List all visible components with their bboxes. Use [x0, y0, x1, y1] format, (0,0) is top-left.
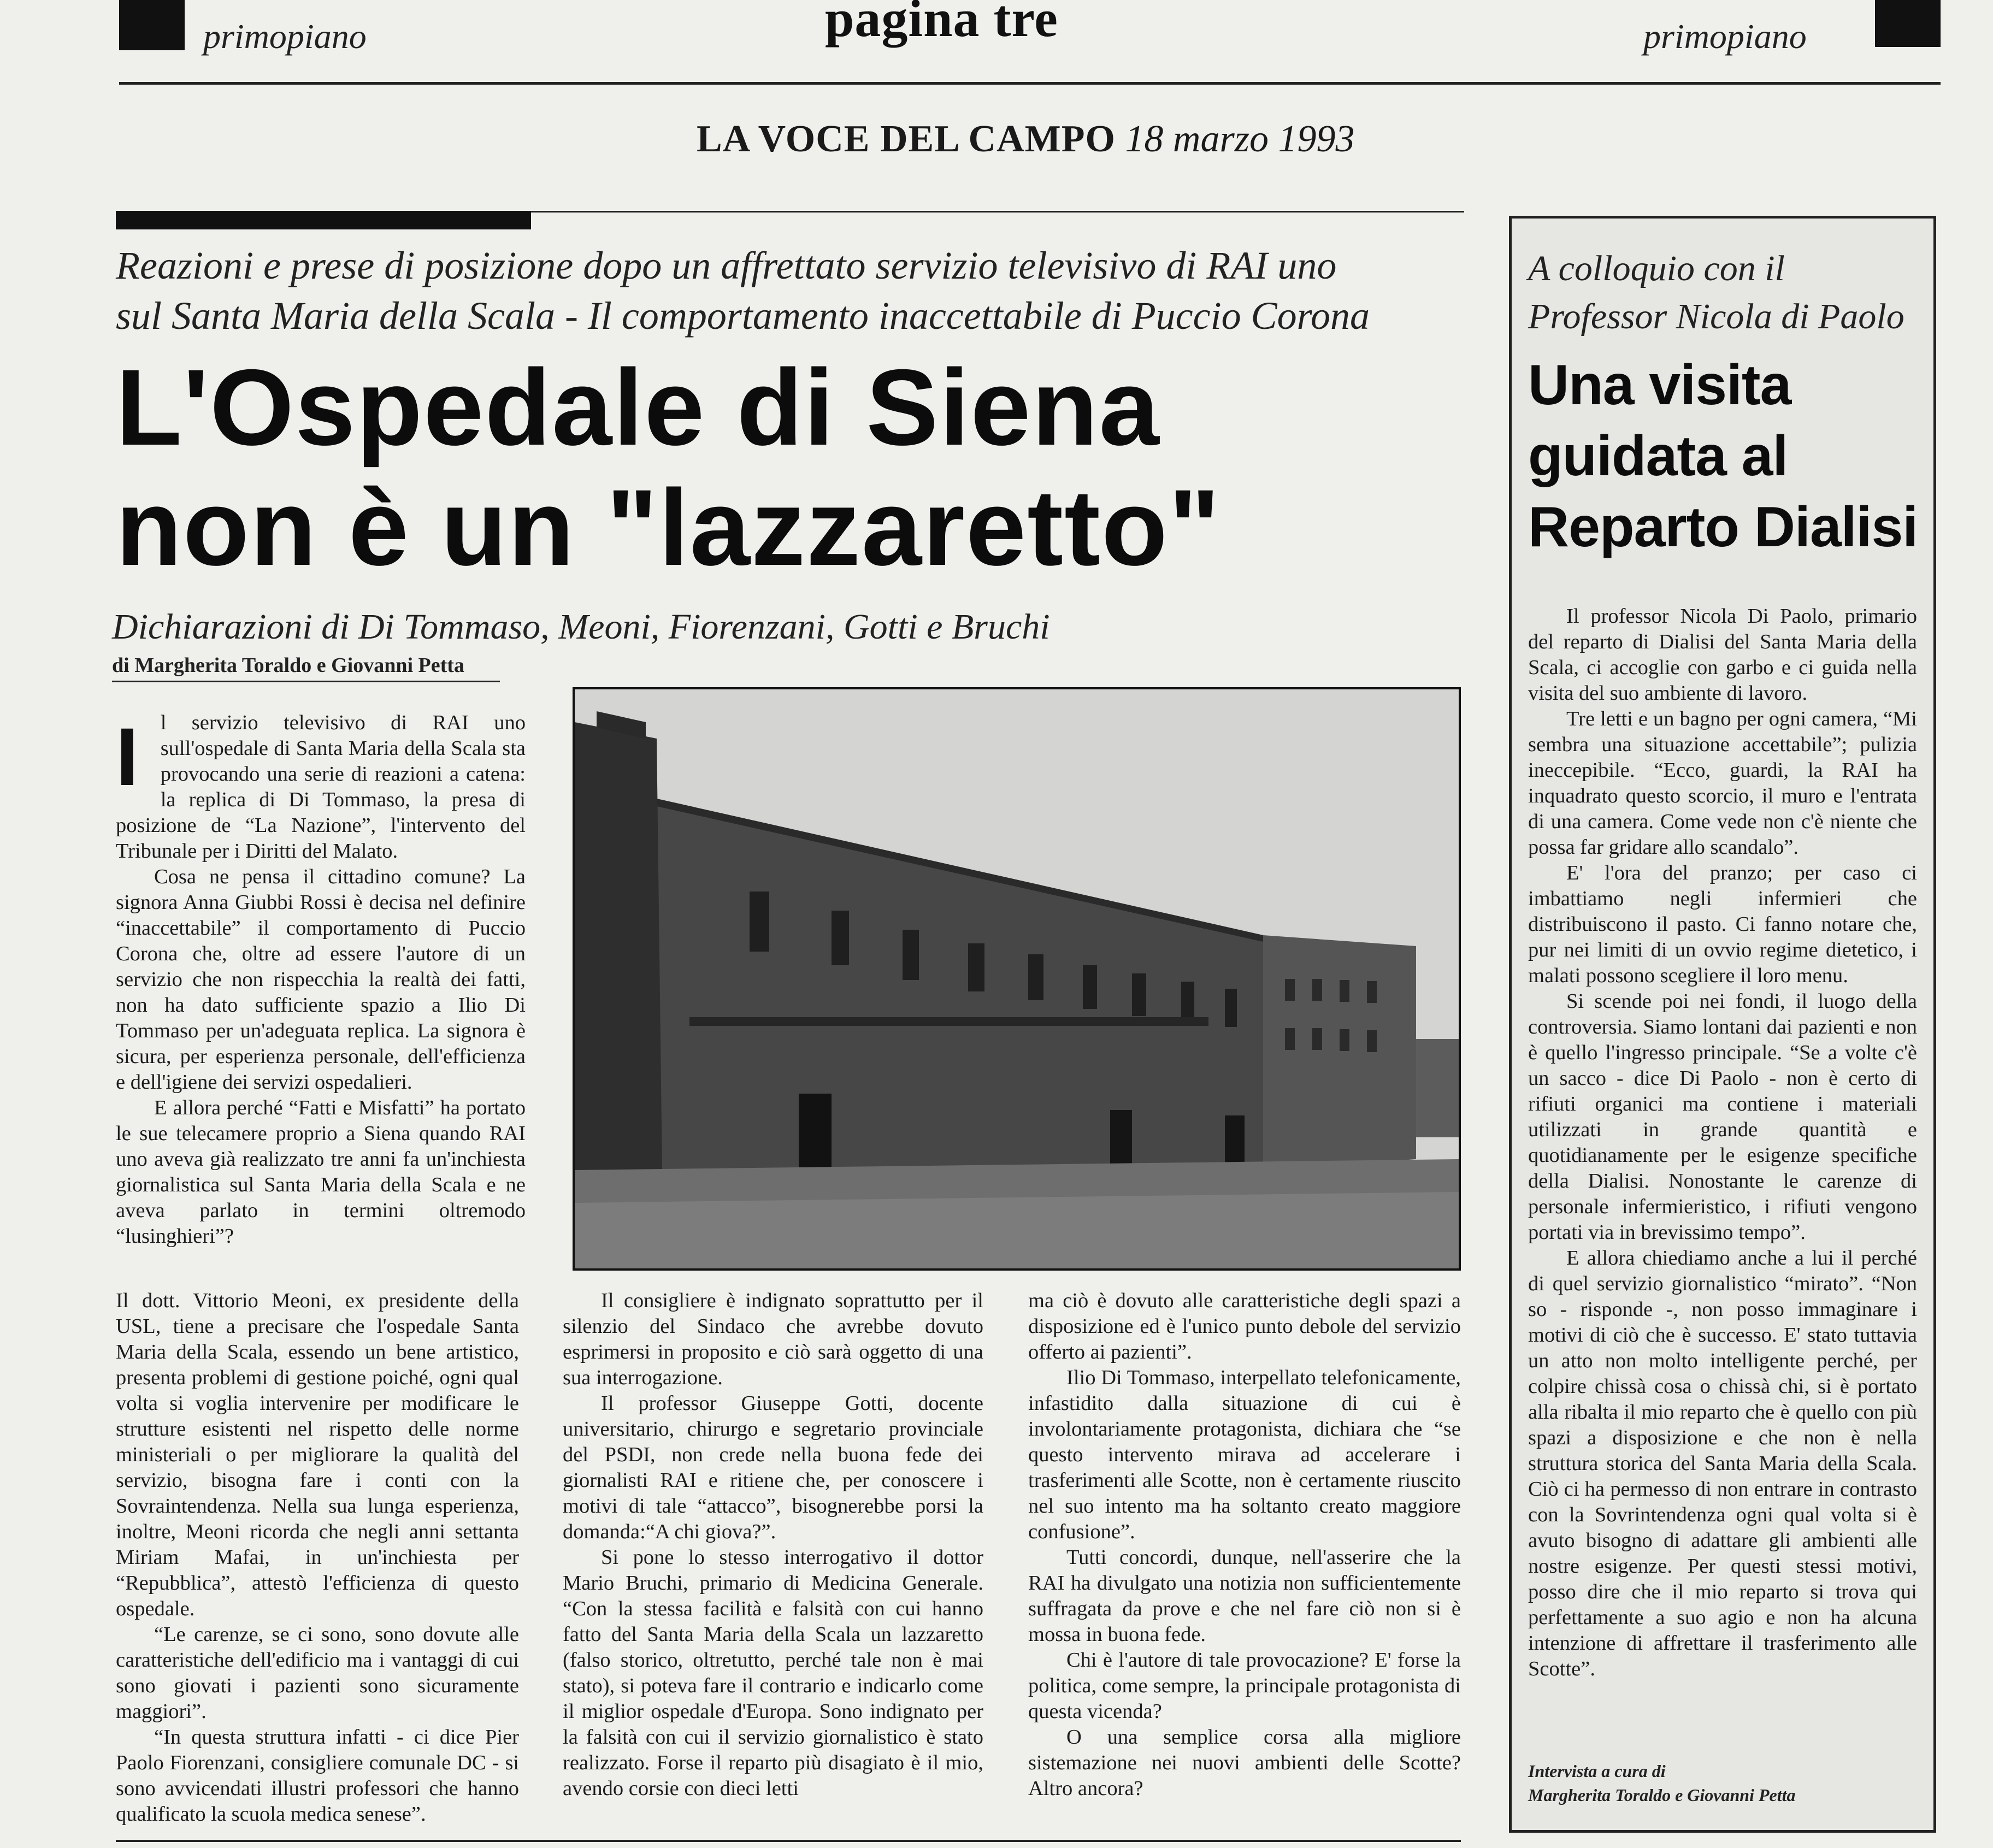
article-headline	[116, 347, 1221, 588]
footer-rule	[116, 1840, 1461, 1842]
headline-line: L'Ospedale di Siena	[116, 347, 1160, 468]
article-deck	[116, 240, 1482, 341]
santa-maria-della-scala-image	[575, 689, 1459, 1268]
masthead-rule	[119, 82, 1941, 85]
headline-line: non è un "lazzaretto"	[116, 467, 1221, 588]
article-paragraph: Ilio Di Tommaso, interpellato telefonicamente, infastidito dalla situazione di cui è involontariamente protagonista, dichiara che “se questo intervento mirava ad accelerare i trasferimenti alle Scotte, non è certamente riuscito nel suo intento ma ha soltanto creato maggiore confusione”.	[1028, 1366, 1461, 1543]
drop-cap: I	[116, 711, 139, 802]
article-paragraph: l servizio televisivo di RAI uno sull'ospedale di Santa Maria della Scala sta provocando una serie di reazioni a catena: la replica di Di Tommaso, la presa di posizione de “La Nazione”, l'intervento del Tribunale per i Diritti del Malato.	[116, 711, 526, 863]
article-deck-line: sul Santa Maria della Scala - Il comportamento inaccettabile di Puccio Corona	[116, 294, 1370, 338]
article-deck-line: Reazioni e prese di posizione dopo un affrettato servizio televisivo di RAI uno	[116, 244, 1337, 287]
article-paragraph: Il professor Giuseppe Gotti, docente universitario, chirurgo e segretario provinciale del PSDI, non crede nella buona fede dei giornalisti RAI e ritiene che, per conoscere i motivi di tale “attacco”, bisognerebbe porsi la domanda:“A chi giova?”.	[563, 1392, 983, 1543]
sidebar-paragraph: E allora chiediamo anche a lui il perché di quel servizio giornalistico “mirato”. “Non so - risponde -, non posso immaginare i motivi di ciò che è successo. E' stato tuttavia un atto non molto intelligente perché, per colpire chissà cosa o chissà chi, si è portato alla ribalta il mio reparto che è quello con più spazi a disposizione e che non è nella struttura storica del Santa Maria della Scala. Ciò ci ha permesso di non entrare in contrasto con la Sovrintendenza ogni qual volta si è avuto bisogno di adattare gli ambienti alle nostre esigenze. Per questi stessi motivi, posso dire che il mio reparto si trova qui perfettamente a suo agio e non ha alcuna intenzione di affrettare il trasferimento alle Scotte”.	[1528, 1247, 1917, 1680]
sidebar-paragraph: Tre letti e un bagno per ogni camera, “Mi sembra una situazione accettabile”; pulizia ineccepibile. “Ecco, guardi, la RAI ha inquadrato questo scorcio, il muro e l'entrata di una camera. Come vede non c'è niente che possa far gridare allo scandalo”.	[1528, 707, 1917, 859]
sidebar-headline	[1528, 350, 1918, 563]
sidebar-credit	[1528, 1759, 1796, 1807]
sidebar-deck-line: A colloquio con il	[1528, 249, 1785, 288]
hospital-photo	[573, 687, 1461, 1271]
sidebar-deck	[1528, 245, 1904, 341]
article-column-3	[1028, 1288, 1461, 1802]
article-paragraph: Tutti concordi, dunque, nell'asserire che la RAI ha divulgato una notizia non sufficientemente suffragata da prove e che nel fare ciò non si è mossa in buona fede.	[1028, 1546, 1461, 1646]
article-paragraph: ma ciò è dovuto alle caratteristiche degli spazi a disposizione ed è l'unico punto debole del servizio offerto ai pazienti”.	[1028, 1289, 1461, 1363]
sidebar-interview-box	[1509, 216, 1936, 1833]
article-column-2	[563, 1288, 983, 1802]
article-column-1-top	[116, 710, 526, 1249]
sidebar-headline-line: guidata al	[1528, 424, 1788, 488]
headline-rule	[531, 211, 1464, 212]
headline-bar	[116, 211, 531, 229]
article-column-1-bottom	[116, 1288, 519, 1827]
article-paragraph: “Le carenze, se ci sono, sono dovute alle caratteristiche dell'edificio ma i vantaggi di cui sono giovati i pazienti sono sicuramente maggiori”.	[116, 1623, 519, 1723]
sidebar-credit-line: Intervista a cura di	[1528, 1761, 1666, 1781]
article-subdeck: Dichiarazioni di Di Tommaso, Meoni, Fiorenzani, Gotti e Bruchi	[112, 607, 1050, 647]
sidebar-credit-line: Margherita Toraldo e Giovanni Petta	[1528, 1785, 1796, 1805]
issue-date: 18 marzo 1993	[1125, 118, 1355, 160]
article-byline: di Margherita Toraldo e Giovanni Petta	[112, 654, 464, 677]
sidebar-paragraph: Si scende poi nei fondi, il luogo della controversia. Siamo lontani dai pazienti e non è quello l'ingresso principale. “Se a volte c'è un sacco - dice Di Paolo - non è certo di rifiuti organici ma contiene i materiali utilizzati in grande quantità e quotidianamente per le esigenze specifiche della Dialisi. Nonostante le carenze di personale infermieristico, i rifiuti vengono portati via in brevissimo tempo”.	[1528, 990, 1917, 1244]
article-paragraph: Si pone lo stesso interrogativo il dottor Mario Bruchi, primario di Medicina Generale. “Con la stessa facilità e falsità con cui hanno fatto del Santa Maria della Scala un lazzaretto (falso storico, oltretutto, perché tale non è mai stato), si poteva fare il contrario e indicarlo come il miglior ospedale d'Europa. Sono indignato per la falsità con cui il servizio giornalistico è stato realizzato. Forse il reparto più disagiato è il mio, avendo corsie con dieci letti	[563, 1546, 983, 1800]
article-paragraph: Chi è l'autore di tale provocazione? E' forse la politica, come sempre, la principale protagonista di questa vicenda?	[1028, 1649, 1461, 1723]
paper-name: LA VOCE DEL CAMPO	[697, 118, 1116, 160]
dateline	[697, 117, 1354, 161]
article-paragraph: O una semplice corsa alla migliore sistemazione nei nuovi ambienti delle Scotte? Altro ancora?	[1028, 1726, 1461, 1800]
sidebar-headline-line: Una visita	[1528, 353, 1791, 417]
sidebar-headline-line: Reparto Dialisi	[1528, 495, 1918, 559]
article-paragraph: Il dott. Vittorio Meoni, ex presidente della USL, tiene a precisare che l'ospedale Santa Maria della Scala, essendo un bene artistico, presenta problemi di gestione poiché, ogni qual volta si voglia intervenire per modificare le strutture esistenti nel rispetto delle norme ministeriali o per migliorare la qualità del servizio, bisogna fare i conti con la Sovraintendenza. Nella sua lunga esperienza, inoltre, Meoni ricorda che negli anni settanta Miriam Mafai, in un'inchiesta per “Repubblica”, attestò l'efficienza di questo ospedale.	[116, 1289, 519, 1620]
sidebar-deck-line: Professor Nicola di Paolo	[1528, 297, 1904, 336]
article-paragraph: Il consigliere è indignato soprattutto per il silenzio del Sindaco che avrebbe dovuto esprimersi in proposito e ciò sarà oggetto di una sua interrogazione.	[563, 1289, 983, 1389]
sidebar-paragraph: Il professor Nicola Di Paolo, primario del reparto di Dialisi del Santa Maria della Scala, ci accoglie con garbo e ci guida nella visita del suo ambiente di lavoro.	[1528, 605, 1917, 705]
page-title: pagina tre	[825, 0, 1058, 48]
article-paragraph: E allora perché “Fatti e Misfatti” ha portato le sue telecamere proprio a Siena quando RAI uno aveva già realizzato tre anni fa un'inchiesta giornalistica sul Santa Maria della Scala e ne aveva parlato in termini oltremodo “lusinghieri”?	[116, 1096, 526, 1248]
article-paragraph: Cosa ne pensa il cittadino comune? La signora Anna Giubbi Rossi è decisa nel definire “inaccettabile” il comportamento di Puccio Corona che, oltre ad essere l'autore di un servizio che non rispecchia la realtà dei fatti, non ha dato sufficiente spazio a Ilio Di Tommaso per un'adeguata replica. La signora è sicura, per esperienza personale, dell'efficienza e dell'igiene dei servizi ospedalieri.	[116, 865, 526, 1094]
section-kicker-right: primopiano	[1643, 17, 1807, 56]
byline-rule	[112, 681, 500, 682]
corner-block-left	[119, 0, 185, 50]
sidebar-paragraph: E' l'ora del pranzo; per caso ci imbattiamo negli infermieri che distribuiscono il pasto. Ci fanno notare che, pur nei limiti di un ovvio regime dietetico, i malati possono scegliere il loro menu.	[1528, 861, 1917, 987]
sidebar-body	[1528, 604, 1917, 1682]
section-kicker-left: primopiano	[203, 17, 367, 56]
corner-block-right	[1875, 0, 1941, 47]
article-paragraph: “In questa struttura infatti - ci dice Pier Paolo Fiorenzani, consigliere comunale DC - si sono avvicendati illustri professori che hanno qualificato la scuola medica senese”.	[116, 1726, 519, 1826]
